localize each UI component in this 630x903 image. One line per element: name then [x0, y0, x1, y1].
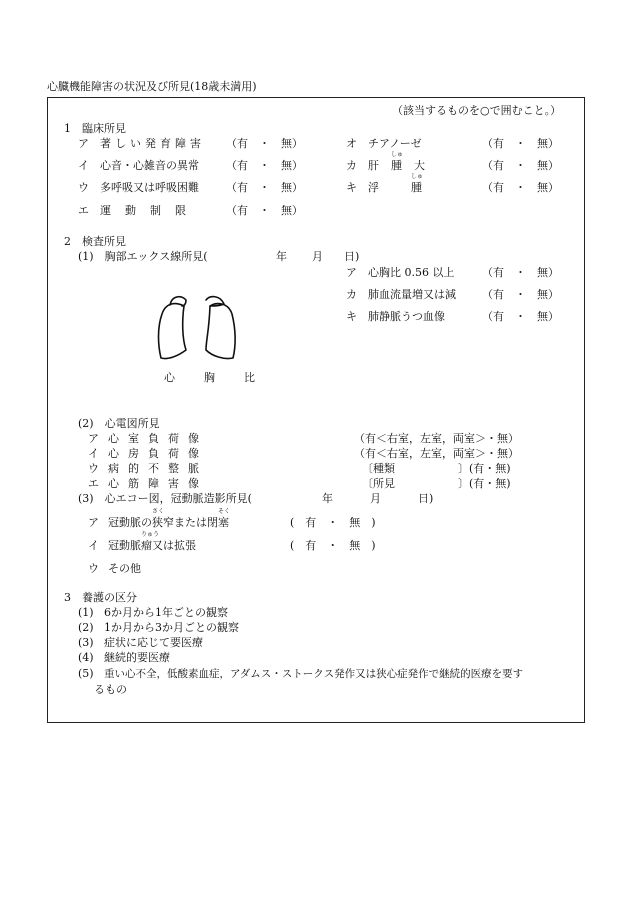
right-lung-outline	[159, 304, 187, 359]
ecg-i-label: 心房負荷像	[108, 447, 208, 460]
care-item-5-line2[interactable]: るもの	[94, 683, 127, 696]
ecg-label: (2) 心電図所見	[78, 417, 160, 430]
xray-year: 年	[276, 250, 287, 263]
clinical-ka-pre: 肝	[368, 159, 379, 172]
clinical-ki-ruby-base: 腫	[411, 181, 422, 194]
ecg-i-choice[interactable]: （有＜右室，左室，両室＞・無）	[354, 447, 519, 460]
care-item-4-num: (4)	[78, 651, 94, 664]
xray-month: 月	[312, 250, 323, 263]
echo-a-ruby-base-1: 狭	[152, 516, 163, 529]
echo-i-pre: 冠動脈	[108, 539, 141, 552]
clinical-i-label: 心音・心雑音の異常	[100, 159, 199, 172]
clinical-ki-pre: 浮	[368, 181, 379, 194]
clinical-u-label: 多呼吸又は呼吸困難	[100, 181, 199, 194]
xray-ka-label: 肺血流量増又は減	[368, 288, 456, 301]
clinical-ka-mark: カ	[346, 159, 357, 172]
xray-ka-choice[interactable]: （有 ・ 無）	[482, 288, 559, 301]
instruction-note: （該当するものを○で囲むこと。）	[392, 104, 562, 117]
ecg-u-mark: ウ	[88, 462, 99, 475]
clinical-ki-ruby: しゅ	[411, 173, 424, 180]
ecg-a-label: 心室負荷像	[108, 432, 208, 445]
xray-ki-choice[interactable]: （有 ・ 無）	[482, 310, 559, 323]
echo-i-ruby-word	[141, 531, 160, 553]
care-item-5-num: (5)	[78, 667, 94, 680]
clinical-i-mark: イ	[78, 159, 89, 172]
echo-i-choice[interactable]: ( 有 ・ 無 )	[290, 539, 376, 552]
echo-i-post: 又は拡張	[152, 539, 196, 552]
care-item-1-num: (1)	[78, 606, 94, 619]
clinical-o-label: チアノーゼ	[368, 137, 422, 150]
xray-ka-mark: カ	[346, 288, 357, 301]
clinical-ka-post: 大	[414, 159, 425, 172]
ecg-i-mark: イ	[88, 447, 99, 460]
echo-i-ruby-base: 瘤	[141, 539, 152, 552]
echo-month: 月	[370, 492, 381, 505]
echo-day: 日)	[418, 492, 434, 505]
xray-day: 日)	[344, 250, 360, 263]
section2-heading: 2 検査所見	[64, 235, 126, 248]
echo-u-label: その他	[108, 562, 141, 575]
clinical-i-choice[interactable]: （有 ・ 無）	[226, 159, 303, 172]
clinical-o-choice[interactable]: （有 ・ 無）	[482, 137, 559, 150]
echo-label: (3) 心エコー図，冠動脈造影所見(	[78, 492, 252, 505]
page-title: 心臓機能障害の状況及び所見(18歳未満用)	[47, 80, 257, 93]
ecg-e-choice[interactable]: 〕(有・無)	[458, 477, 511, 490]
clinical-a-mark: ア	[78, 137, 89, 150]
care-item-5-line1[interactable]: 重い心不全，低酸素血症，アダムス・ストークス発作又は狭心症発作で継続的医療を要す	[104, 668, 524, 680]
section1-heading: 1 臨床所見	[64, 122, 126, 135]
ecg-e-label: 心筋障害像	[108, 477, 208, 490]
echo-year: 年	[322, 492, 333, 505]
care-item-4[interactable]: 継続的要医療	[104, 651, 170, 664]
echo-i-label	[108, 531, 196, 553]
clinical-u-mark: ウ	[78, 181, 89, 194]
clinical-ka-ruby: しゅ	[391, 151, 404, 158]
echo-i-mark: イ	[88, 539, 99, 552]
clinical-ki-ruby-word	[411, 173, 424, 195]
xray-a-choice[interactable]: （有 ・ 無）	[482, 266, 559, 279]
echo-a-label	[108, 508, 231, 530]
echo-i-ruby: りゅう	[141, 531, 160, 538]
echo-a-mid: 窄または閉	[163, 516, 218, 529]
clinical-o-mark: オ	[346, 137, 357, 150]
echo-a-ruby-word-2	[218, 508, 231, 530]
ecg-e-findings-field[interactable]: 〔所見	[362, 477, 395, 490]
xray-ki-label: 肺静脈うつ血像	[368, 310, 445, 323]
chest-outline-diagram	[148, 290, 248, 368]
clinical-a-label: 著しい発育障害	[100, 137, 205, 150]
section3-heading: 3 養護の区分	[64, 591, 137, 604]
clinical-ka-label	[368, 151, 425, 173]
ecg-a-mark: ア	[88, 432, 99, 445]
care-item-3-num: (3)	[78, 636, 94, 649]
echo-u-mark: ウ	[88, 562, 99, 575]
care-item-3[interactable]: 症状に応じて要医療	[104, 636, 203, 649]
xray-label: (1) 胸部エックス線所見(	[78, 250, 208, 263]
ecg-a-choice[interactable]: （有＜右室，左室，両室＞・無）	[354, 432, 519, 445]
echo-a-pre: 冠動脈の	[108, 516, 152, 529]
clinical-e-choice[interactable]: （有 ・ 無）	[226, 204, 303, 217]
clinical-a-choice[interactable]: （有 ・ 無）	[226, 137, 303, 150]
clinical-ka-ruby-base: 腫	[391, 159, 402, 172]
echo-a-mark: ア	[88, 516, 99, 529]
clinical-ka-choice[interactable]: （有 ・ 無）	[482, 159, 559, 172]
ecg-u-choice[interactable]: 〕(有・無)	[458, 462, 511, 475]
ecg-u-label: 病的不整脈	[108, 462, 208, 475]
echo-a-ruby-word-1	[152, 508, 165, 530]
clinical-e-label: 運動制限	[100, 204, 200, 217]
clinical-ka-ruby-word	[391, 151, 404, 173]
xray-ki-mark: キ	[346, 310, 357, 323]
clinical-ki-choice[interactable]: （有 ・ 無）	[482, 181, 559, 194]
echo-a-ruby-2: そく	[218, 508, 231, 515]
left-lung-outline	[206, 304, 235, 359]
care-item-1[interactable]: 6か月から1年ごとの観察	[104, 606, 228, 619]
clinical-ki-mark: キ	[346, 181, 357, 194]
xray-a-mark: ア	[346, 266, 357, 279]
care-item-2-num: (2)	[78, 621, 94, 634]
clinical-e-mark: エ	[78, 204, 89, 217]
echo-a-ruby-1: さく	[152, 508, 165, 515]
clinical-u-choice[interactable]: （有 ・ 無）	[226, 181, 303, 194]
care-item-2[interactable]: 1か月から3か月ごとの観察	[104, 621, 239, 634]
echo-a-ruby-base-2: 塞	[218, 516, 229, 529]
echo-a-choice[interactable]: ( 有 ・ 無 )	[290, 516, 376, 529]
ecg-e-mark: エ	[88, 477, 99, 490]
ecg-u-type-field[interactable]: 〔種類	[362, 462, 395, 475]
clinical-ki-label	[368, 173, 424, 195]
xray-a-label: 心胸比 0.56 以上	[368, 266, 455, 279]
chest-diagram-caption: 心 胸 比	[164, 371, 264, 384]
